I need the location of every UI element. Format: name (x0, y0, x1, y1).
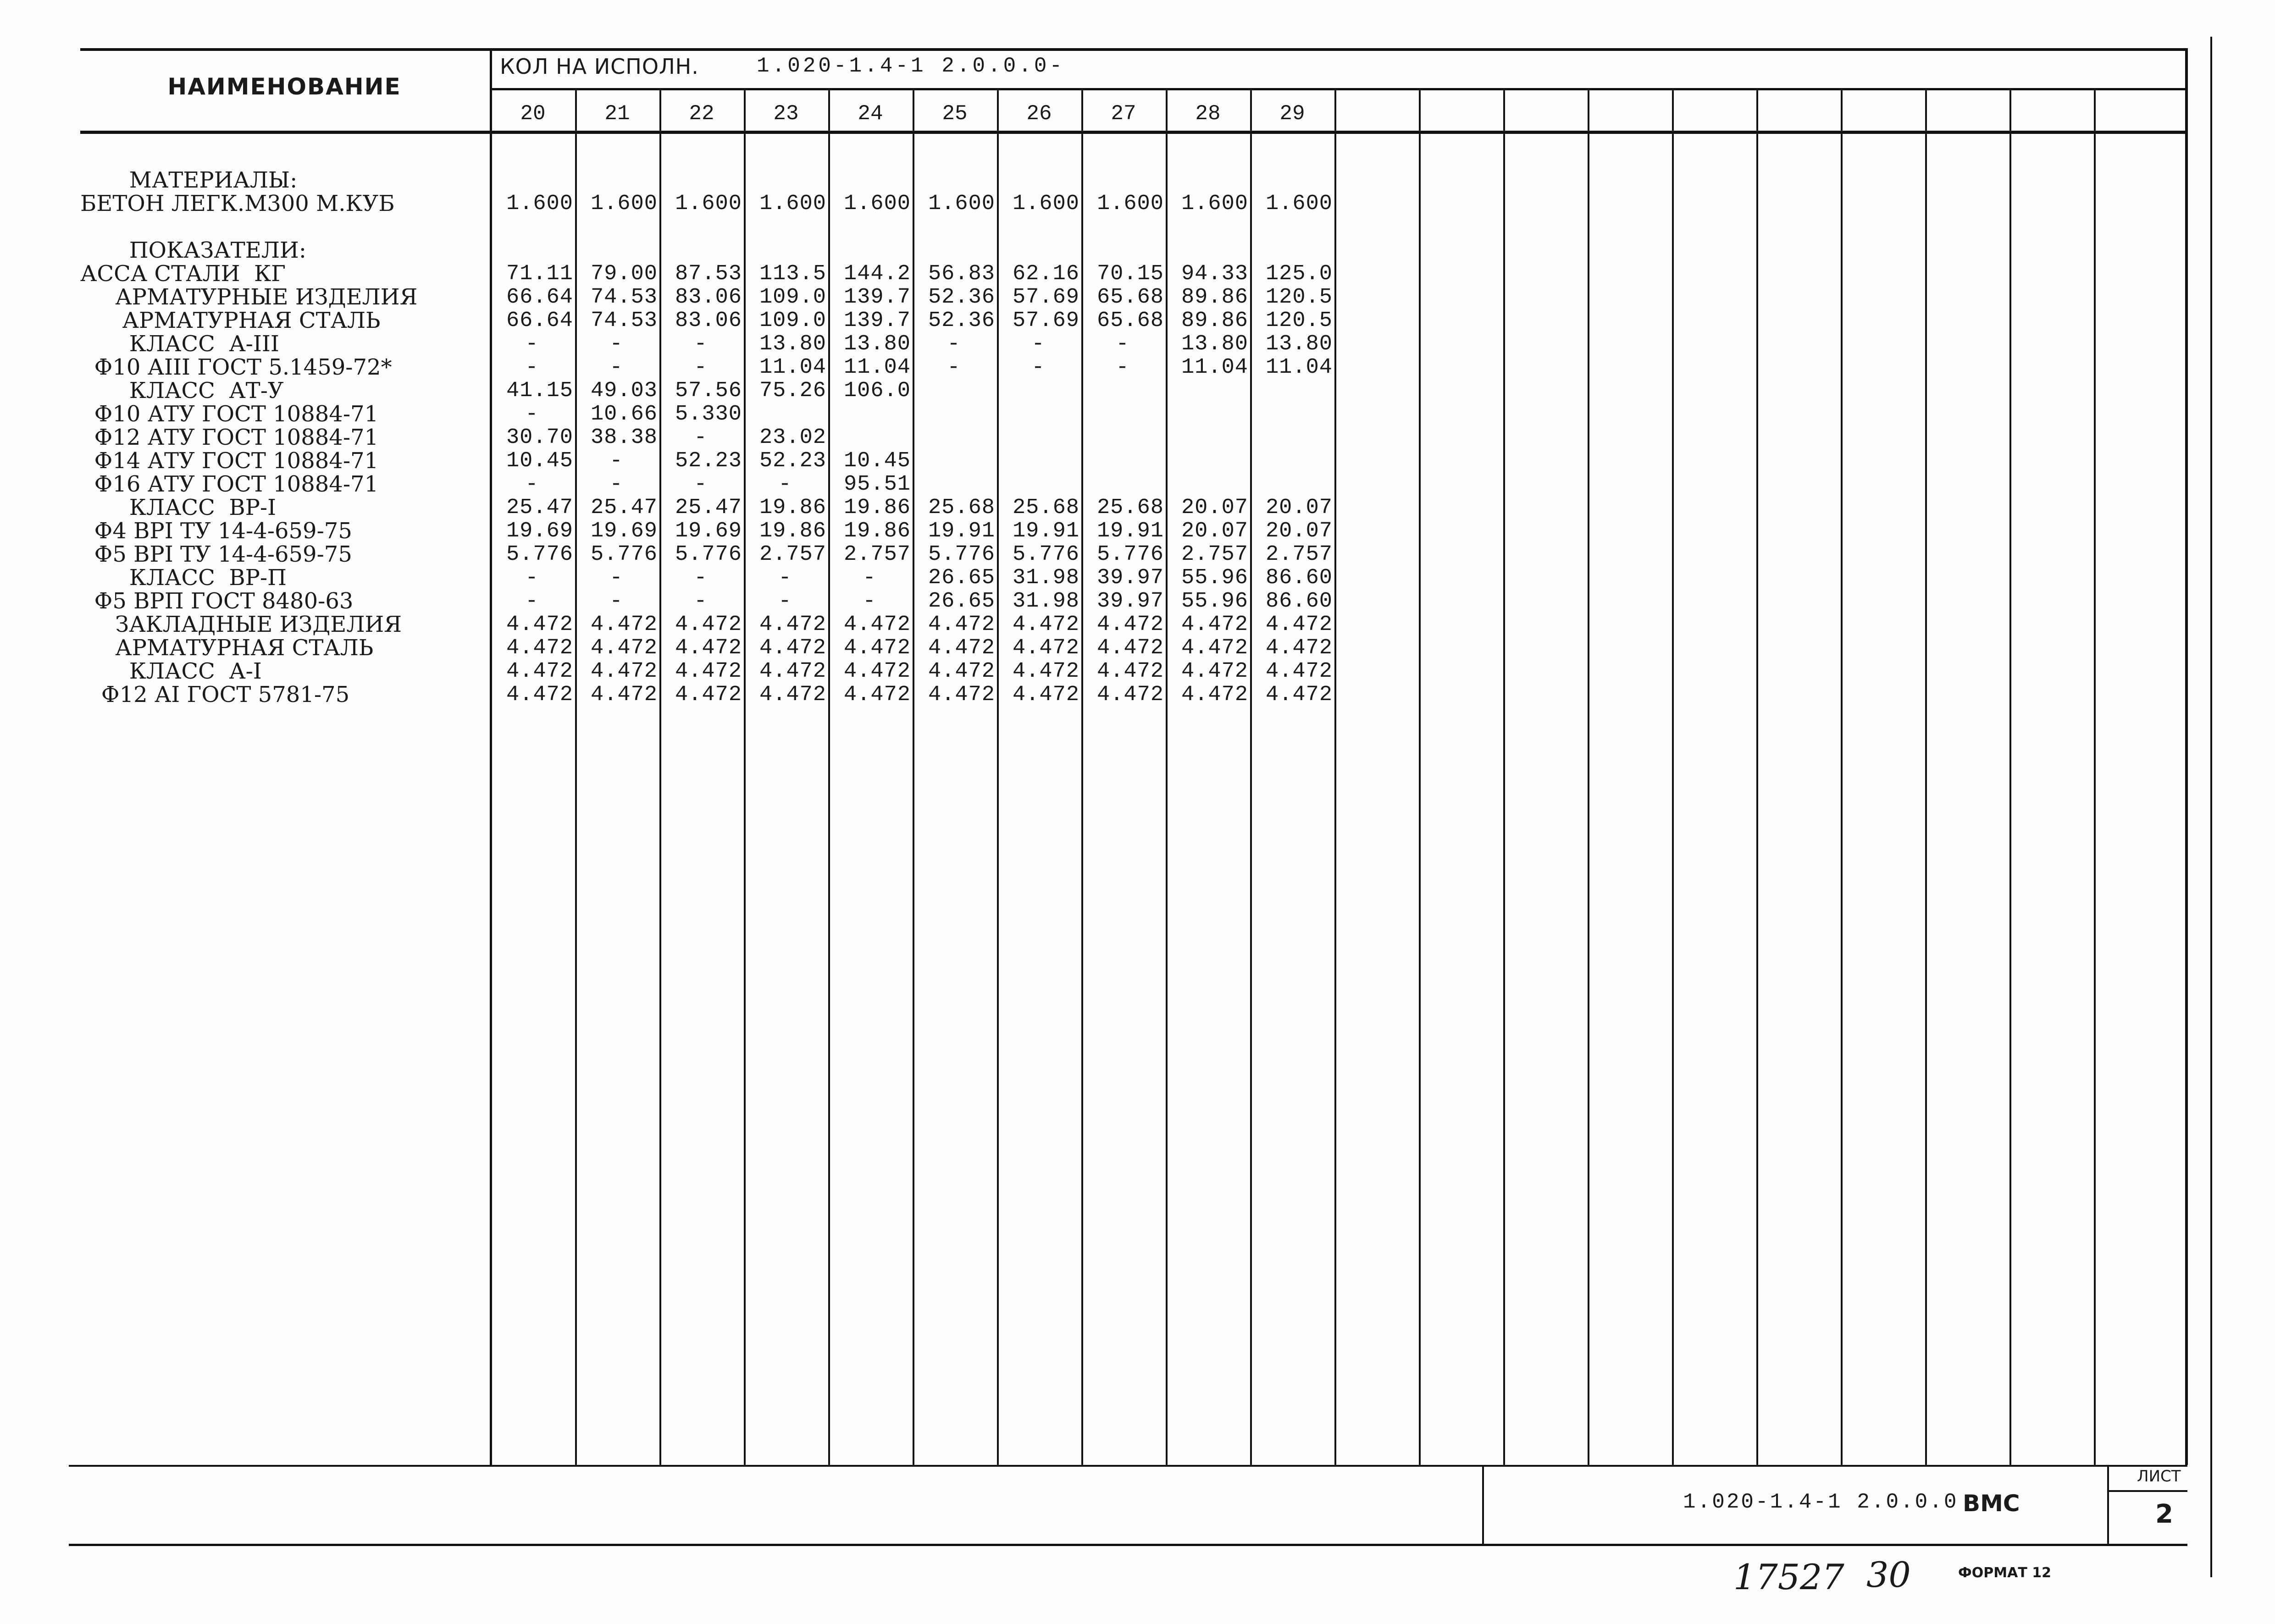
column-number: 27 (1111, 102, 1136, 126)
column-number: 28 (1195, 102, 1221, 126)
table-cell: 26.65 (928, 566, 995, 590)
table-cell: 1.600 (759, 192, 826, 216)
table-cell: - (1031, 355, 1045, 380)
table-cell: 10.45 (506, 449, 573, 473)
table-cell: - (609, 589, 623, 613)
table-cell: 19.69 (506, 519, 573, 543)
format-label: ФОРМАТ 12 (1958, 1565, 2051, 1581)
table-cell: - (609, 472, 623, 497)
table-cell: 5.776 (1096, 542, 1164, 567)
table-cell: - (863, 566, 876, 590)
table-cell: 4.472 (1181, 683, 1248, 707)
table-cell: 31.98 (1012, 566, 1079, 590)
table-cell: 20.07 (1265, 519, 1333, 543)
table-cell: 10.45 (843, 449, 911, 473)
table-cell: - (609, 449, 623, 473)
table-cell: 19.69 (590, 519, 658, 543)
table-cell: 39.97 (1096, 566, 1164, 590)
table-cell: 4.472 (590, 636, 658, 660)
table-cell: 89.86 (1181, 309, 1248, 333)
table-cell: 74.53 (590, 285, 658, 309)
table-cell: 2.757 (843, 542, 911, 567)
table-cell: 4.472 (928, 613, 995, 637)
row-name: Ф12 АТУ ГОСТ 10884-71 (80, 425, 379, 450)
table-cell: 25.68 (928, 496, 995, 520)
table-cell: 5.330 (675, 402, 742, 426)
table-cell: 4.472 (1096, 659, 1164, 684)
table-cell: 20.07 (1265, 496, 1333, 520)
table-cell: 4.472 (590, 613, 658, 637)
row-name: КЛАСС А-I (80, 658, 262, 684)
column-number: 23 (773, 102, 799, 126)
row-name: КЛАСС ВР-I (80, 495, 277, 520)
table-cell: 4.472 (1096, 636, 1164, 660)
table-cell: 19.86 (759, 496, 826, 520)
table-cell: 5.776 (590, 542, 658, 567)
table-cell: 109.0 (759, 285, 826, 309)
handwritten-number: 17527 (1733, 1557, 1844, 1597)
table-cell: 1.600 (843, 192, 911, 216)
frame-right-edge (2210, 37, 2212, 1577)
table-cell: 52.23 (759, 449, 826, 473)
column-line (1841, 88, 1843, 1465)
table-cell: 4.472 (1181, 613, 1248, 637)
table-cell: - (525, 589, 539, 613)
right-border (2185, 48, 2188, 1465)
table-cell: 49.03 (590, 379, 658, 403)
column-line (1588, 88, 1589, 1465)
table-cell: 38.38 (590, 425, 658, 450)
table-cell: 25.47 (590, 496, 658, 520)
table-cell: 4.472 (843, 659, 911, 684)
table-cell: 13.80 (843, 332, 911, 356)
stamp-list-line (2107, 1490, 2187, 1492)
table-cell: 4.472 (928, 659, 995, 684)
table-cell: - (947, 332, 961, 356)
table-cell: 86.60 (1265, 589, 1333, 613)
table-cell: - (525, 332, 539, 356)
table-cell: 5.776 (506, 542, 573, 567)
row-name: БЕТОН ЛЕГК.М300 М.КУБ (80, 191, 395, 216)
table-bottom-line (69, 1465, 2187, 1467)
table-cell: 4.472 (759, 659, 826, 684)
table-cell: 57.56 (675, 379, 742, 403)
row-name: ПОКАЗАТЕЛИ: (80, 238, 306, 263)
table-cell: 1.600 (928, 192, 995, 216)
table-cell: 75.26 (759, 379, 826, 403)
naim-title: НАИМЕНОВАНИЕ (167, 73, 401, 100)
table-cell: 71.11 (506, 262, 573, 286)
table-cell: 4.472 (843, 683, 911, 707)
table-cell: - (694, 355, 708, 380)
code-label: 1.020-1.4-1 2.0.0.0- (757, 54, 1065, 78)
table-cell: - (609, 355, 623, 380)
table-cell: 19.86 (843, 519, 911, 543)
table-cell: 4.472 (590, 659, 658, 684)
table-cell: 125.0 (1265, 262, 1333, 286)
table-cell: 57.69 (1012, 309, 1079, 333)
table-cell: 4.472 (1096, 613, 1164, 637)
table-cell: 4.472 (675, 613, 742, 637)
table-cell: 19.69 (675, 519, 742, 543)
row-name: Ф16 АТУ ГОСТ 10884-71 (80, 471, 379, 497)
row-name: АРМАТУРНАЯ СТАЛЬ (80, 308, 381, 333)
row-name: Ф12 АI ГОСТ 5781-75 (80, 682, 350, 707)
table-cell: 83.06 (675, 285, 742, 309)
table-cell: - (525, 472, 539, 497)
table-cell: 120.5 (1265, 285, 1333, 309)
table-cell: 4.472 (843, 613, 911, 637)
row-name: МАТЕРИАЛЫ: (80, 167, 298, 193)
table-cell: 4.472 (675, 683, 742, 707)
table-cell: 4.472 (506, 613, 573, 637)
table-cell: 13.80 (759, 332, 826, 356)
table-cell: 4.472 (1181, 659, 1248, 684)
table-cell: 25.47 (506, 496, 573, 520)
table-cell: 4.472 (759, 613, 826, 637)
table-cell: 25.68 (1012, 496, 1079, 520)
table-cell: - (525, 355, 539, 380)
table-cell: 19.86 (759, 519, 826, 543)
table-cell: 55.96 (1181, 566, 1248, 590)
table-cell: 1.600 (1181, 192, 1248, 216)
table-cell: 4.472 (590, 683, 658, 707)
table-cell: 66.64 (506, 309, 573, 333)
table-cell: 62.16 (1012, 262, 1079, 286)
row-name: Ф14 АТУ ГОСТ 10884-71 (80, 448, 379, 474)
table-cell: 41.15 (506, 379, 573, 403)
row-name: ЗАКЛАДНЫЕ ИЗДЕЛИЯ (80, 612, 402, 637)
table-cell: - (1116, 332, 1129, 356)
column-number: 22 (689, 102, 714, 126)
table-cell: 79.00 (590, 262, 658, 286)
column-line (1925, 88, 1927, 1465)
table-cell: 19.91 (1096, 519, 1164, 543)
row-name: КЛАСС А-III (80, 331, 279, 357)
column-line (1334, 88, 1336, 1465)
table-cell: 2.757 (1181, 542, 1248, 567)
table-cell: 4.472 (506, 636, 573, 660)
table-cell: 1.600 (1265, 192, 1333, 216)
row-name: Ф5 ВРI ТУ 14-4-659-75 (80, 541, 352, 567)
column-line (1503, 88, 1505, 1465)
row-name: Ф10 АТУ ГОСТ 10884-71 (80, 401, 379, 427)
table-cell: 139.7 (843, 309, 911, 333)
table-cell: 23.02 (759, 425, 826, 450)
table-cell: 20.07 (1181, 496, 1248, 520)
table-cell: 2.757 (759, 542, 826, 567)
table-cell: 144.2 (843, 262, 911, 286)
table-cell: 1.600 (590, 192, 658, 216)
table-cell: 4.472 (843, 636, 911, 660)
table-cell: 74.53 (590, 309, 658, 333)
column-number: 20 (520, 102, 546, 126)
table-cell: 4.472 (1265, 636, 1333, 660)
table-cell: - (778, 566, 792, 590)
table-cell: 5.776 (675, 542, 742, 567)
table-cell: 4.472 (759, 683, 826, 707)
column-line (2009, 88, 2011, 1465)
handwritten-sheet-count: 30 (1866, 1554, 1911, 1595)
table-cell: 11.04 (759, 355, 826, 380)
table-cell: 5.776 (1012, 542, 1079, 567)
row-name: КЛАСС АТ-У (80, 378, 284, 403)
table-cell: - (863, 589, 876, 613)
column-line (1672, 88, 1674, 1465)
table-cell: 1.600 (1012, 192, 1079, 216)
table-cell: 31.98 (1012, 589, 1079, 613)
table-cell: 26.65 (928, 589, 995, 613)
table-cell: 56.83 (928, 262, 995, 286)
table-cell: 39.97 (1096, 589, 1164, 613)
table-cell: - (609, 566, 623, 590)
table-cell: 10.66 (590, 402, 658, 426)
list-label: ЛИСТ (2137, 1467, 2181, 1486)
table-cell: 1.600 (506, 192, 573, 216)
row-name: Ф5 ВРП ГОСТ 8480-63 (80, 588, 354, 614)
table-cell: 4.472 (1096, 683, 1164, 707)
naim-divider (490, 48, 492, 1465)
table-cell: 1.600 (1096, 192, 1164, 216)
table-cell: 65.68 (1096, 309, 1164, 333)
table-cell: 2.757 (1265, 542, 1333, 567)
table-cell: 52.23 (675, 449, 742, 473)
table-cell: 106.0 (843, 379, 911, 403)
table-cell: 13.80 (1181, 332, 1248, 356)
table-cell: 120.5 (1265, 309, 1333, 333)
table-cell: 83.06 (675, 309, 742, 333)
table-cell: 4.472 (675, 636, 742, 660)
stamp-bottom-line (69, 1544, 2187, 1546)
table-cell: 13.80 (1265, 332, 1333, 356)
header-bottom-line (80, 131, 2187, 134)
table-cell: 4.472 (1265, 613, 1333, 637)
row-name: АРМАТУРНАЯ СТАЛЬ (80, 635, 374, 661)
table-cell: 55.96 (1181, 589, 1248, 613)
table-cell: 1.600 (675, 192, 742, 216)
table-cell: 19.86 (843, 496, 911, 520)
stamp-list-divider (2107, 1465, 2109, 1545)
table-cell: 65.68 (1096, 285, 1164, 309)
table-cell: - (778, 589, 792, 613)
table-cell: - (694, 472, 708, 497)
table-cell: 4.472 (1012, 636, 1079, 660)
table-cell: 113.5 (759, 262, 826, 286)
row-name: Ф10 АIII ГОСТ 5.1459-72* (80, 354, 392, 380)
table-cell: 4.472 (928, 636, 995, 660)
table-cell: - (947, 355, 961, 380)
row-name: АРМАТУРНЫЕ ИЗДЕЛИЯ (80, 284, 418, 310)
table-cell: 4.472 (759, 636, 826, 660)
kol-label: КОЛ НА ИСПОЛН. (500, 54, 699, 79)
table-cell: 19.91 (1012, 519, 1079, 543)
column-number: 29 (1279, 102, 1305, 126)
table-cell: 19.91 (928, 519, 995, 543)
table-cell: 52.36 (928, 285, 995, 309)
table-cell: 4.472 (506, 659, 573, 684)
column-line (1756, 88, 1758, 1465)
table-cell: - (609, 332, 623, 356)
top-border (80, 48, 2187, 51)
table-cell: 4.472 (1265, 683, 1333, 707)
table-cell: 4.472 (675, 659, 742, 684)
list-number: 2 (2155, 1499, 2173, 1529)
table-cell: 139.7 (843, 285, 911, 309)
table-cell: - (694, 332, 708, 356)
table-cell: 95.51 (843, 472, 911, 497)
row-name: Ф4 ВРI ТУ 14-4-659-75 (80, 518, 352, 544)
table-cell: 4.472 (1012, 659, 1079, 684)
table-cell: 4.472 (506, 683, 573, 707)
table-cell: 87.53 (675, 262, 742, 286)
table-cell: 4.472 (1265, 659, 1333, 684)
column-line (2094, 88, 2096, 1465)
table-cell: 70.15 (1096, 262, 1164, 286)
table-cell: 109.0 (759, 309, 826, 333)
table-cell: 25.47 (675, 496, 742, 520)
table-cell: 66.64 (506, 285, 573, 309)
column-number: 26 (1026, 102, 1052, 126)
table-cell: 30.70 (506, 425, 573, 450)
table-cell: - (1031, 332, 1045, 356)
table-cell: 25.68 (1096, 496, 1164, 520)
table-cell: 57.69 (1012, 285, 1079, 309)
row-name: КЛАСС ВР-П (80, 565, 287, 591)
table-cell: 4.472 (1012, 683, 1079, 707)
table-cell: 20.07 (1181, 519, 1248, 543)
table-cell: - (694, 589, 708, 613)
stamp-left-line (1482, 1465, 1484, 1545)
column-number: 24 (858, 102, 883, 126)
table-cell: 86.60 (1265, 566, 1333, 590)
row-name (80, 215, 484, 239)
column-number: 25 (942, 102, 968, 126)
table-cell: 4.472 (1012, 613, 1079, 637)
table-cell: - (525, 402, 539, 426)
table-cell: 89.86 (1181, 285, 1248, 309)
table-cell: 4.472 (928, 683, 995, 707)
table-cell: 11.04 (1181, 355, 1248, 380)
table-cell: 52.36 (928, 309, 995, 333)
table-cell: - (525, 566, 539, 590)
column-number: 21 (604, 102, 630, 126)
column-line (1419, 88, 1421, 1465)
table-cell: - (694, 566, 708, 590)
table-cell: - (1116, 355, 1129, 380)
table-cell: 11.04 (843, 355, 911, 380)
table-cell: - (778, 472, 792, 497)
table-cell: - (694, 425, 708, 450)
stamp-code: 1.020-1.4-1 2.0.0.0 (1683, 1490, 1959, 1514)
table-cell: 5.776 (928, 542, 995, 567)
row-name: АССА СТАЛИ КГ (80, 261, 286, 287)
table-cell: 4.472 (1181, 636, 1248, 660)
table-cell: 94.33 (1181, 262, 1248, 286)
stamp-suffix: ВМС (1963, 1490, 2020, 1517)
table-cell: 11.04 (1265, 355, 1333, 380)
